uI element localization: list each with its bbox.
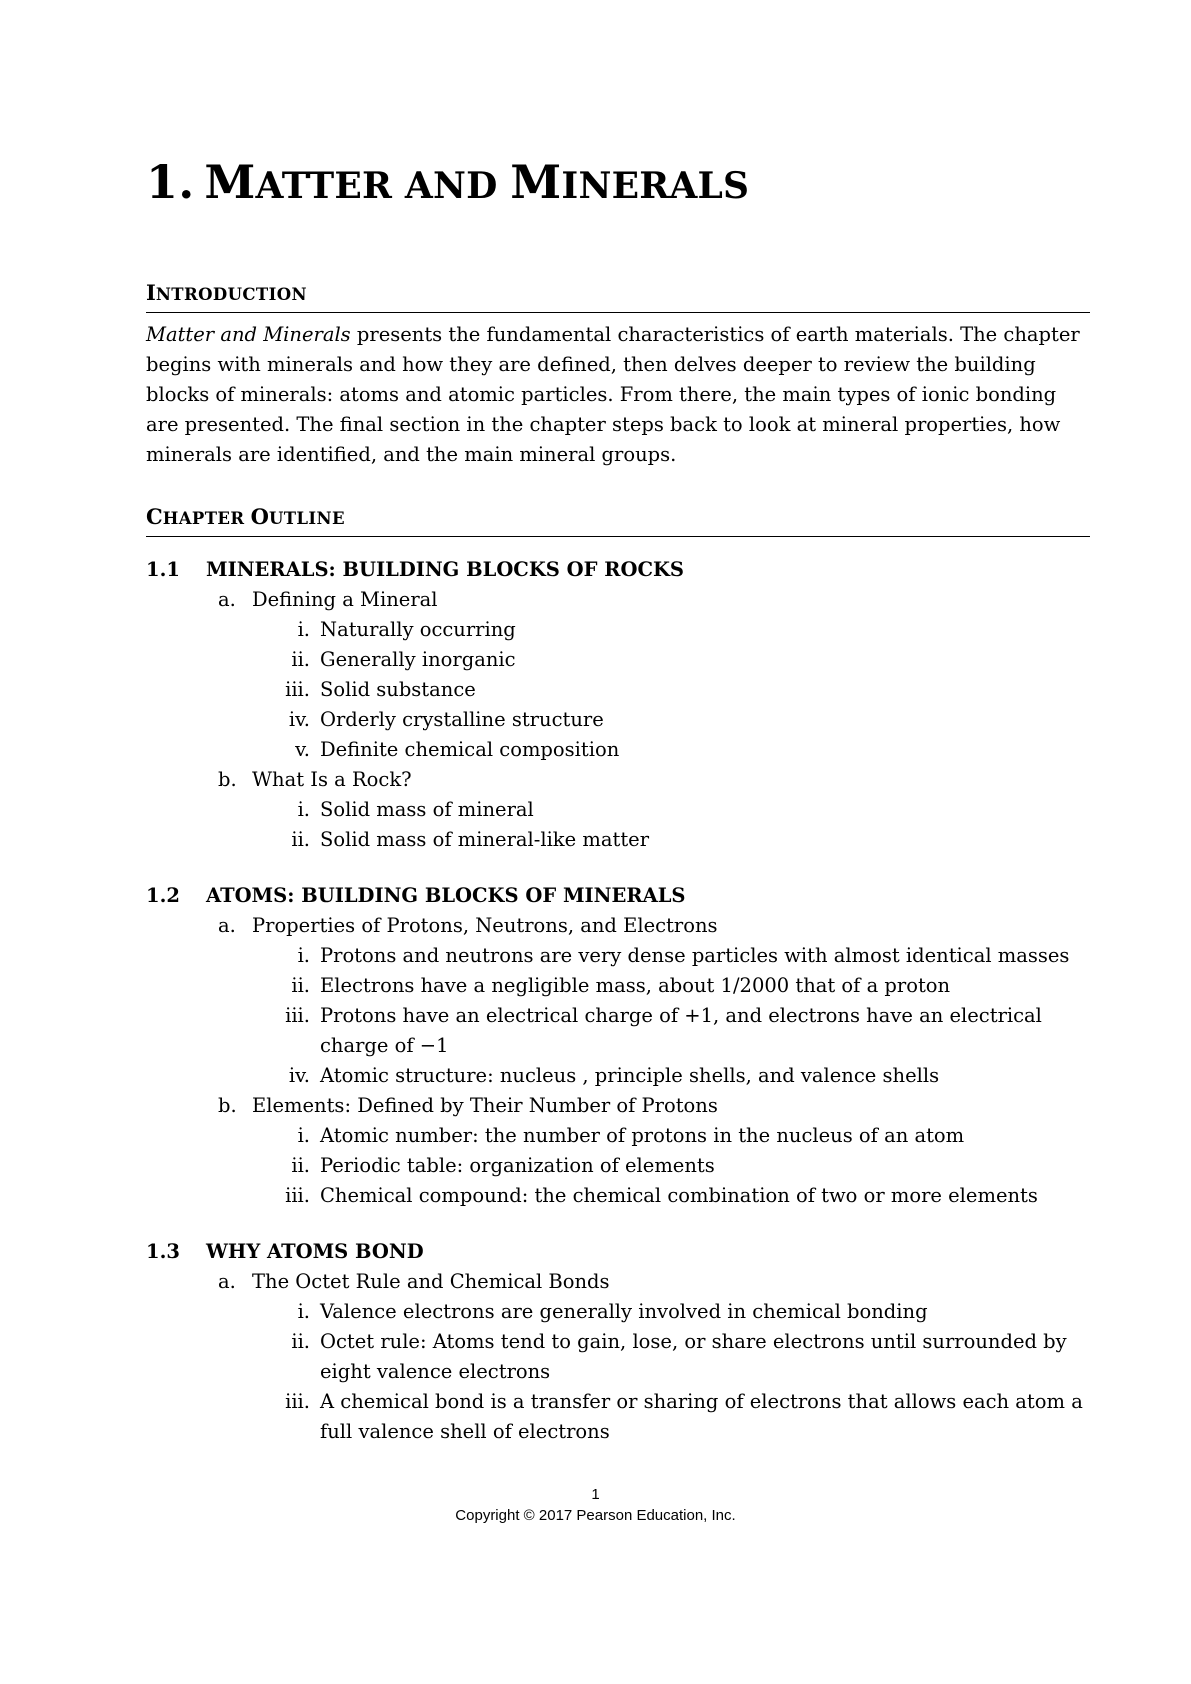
copyright-notice: Copyright © 2017 Pearson Education, Inc.: [455, 1507, 736, 1524]
item-text: Atomic structure: nucleus , principle shells, and valence shells: [320, 1064, 940, 1087]
item-marker: ii.: [291, 1330, 310, 1353]
page-footer: [0, 1484, 1191, 1526]
item-marker: ii.: [291, 648, 310, 671]
item-text: Atomic number: the number of protons in the nucleus of an atom: [320, 1124, 965, 1147]
item-text: Solid substance: [320, 678, 476, 701]
item-marker: iii.: [285, 1004, 310, 1027]
subsection-title: What Is a Rock?: [252, 768, 412, 791]
item-text: Definite chemical composition: [320, 738, 620, 761]
outline-subsection: [218, 585, 1090, 615]
outline-item: [286, 1121, 1090, 1151]
item-marker: i.: [297, 618, 310, 641]
item-marker: iii.: [285, 1390, 310, 1413]
section-number: 1.3: [146, 1240, 180, 1263]
chapter-outline-heading: CHAPTER OUTLINE: [146, 504, 1090, 537]
item-text: Valence electrons are generally involved in chemical bonding: [320, 1300, 928, 1323]
outline-item: [286, 675, 1090, 705]
outline-item: [286, 1181, 1090, 1211]
outline-section-heading: [146, 1237, 1090, 1267]
item-text: Periodic table: organization of elements: [320, 1154, 715, 1177]
item-text: Naturally occurring: [320, 618, 516, 641]
subsection-marker: b.: [218, 1094, 237, 1117]
outline-section: [146, 881, 1090, 1211]
subsection-marker: a.: [218, 588, 236, 611]
item-text: Chemical compound: the chemical combination of two or more elements: [320, 1184, 1038, 1207]
outline-subsection: [218, 911, 1090, 941]
outline-item: [286, 1327, 1090, 1387]
section-number: 1.2: [146, 884, 180, 907]
outline-item: [286, 941, 1090, 971]
outline-subsection: [218, 765, 1090, 795]
item-text: Generally inorganic: [320, 648, 516, 671]
item-marker: i.: [297, 944, 310, 967]
outline-section-heading: [146, 555, 1090, 585]
outline-item: [286, 645, 1090, 675]
item-text: Solid mass of mineral: [320, 798, 534, 821]
chapter-title: 1. MATTER AND MINERALS: [146, 155, 750, 209]
outline-subsection: [218, 1091, 1090, 1121]
item-marker: v.: [295, 738, 310, 761]
section-title: ATOMS: BUILDING BLOCKS OF MINERALS: [206, 884, 686, 907]
item-text: Solid mass of mineral-like matter: [320, 828, 650, 851]
item-marker: iii.: [285, 1184, 310, 1207]
outline-subsection: [218, 1267, 1090, 1297]
intro-body: presents the fundamental characteristics of earth materials. The chapter begins with minerals and how they are defined, then delves deeper to review the building blocks of minerals: atoms and atomic particles. From there, the main types of ionic bonding are presented. The final section in the chapter steps back to look at mineral properties, how minerals are identified, and the main mineral groups.: [146, 323, 1080, 466]
outline-section: [146, 1237, 1090, 1447]
intro-italic-lead: Matter and Minerals: [146, 323, 351, 346]
outline-item: [286, 795, 1090, 825]
outline-item: [286, 1001, 1090, 1061]
item-text: Protons have an electrical charge of +1, and electrons have an electrical charge of −1: [320, 1004, 1042, 1057]
outline-item: [286, 735, 1090, 765]
outline-item: [286, 971, 1090, 1001]
outline-section-heading: [146, 881, 1090, 911]
subsection-marker: b.: [218, 768, 237, 791]
chapter-outline: [146, 555, 1090, 1447]
section-title: MINERALS: BUILDING BLOCKS OF ROCKS: [206, 558, 685, 581]
item-marker: i.: [297, 798, 310, 821]
item-marker: iv.: [288, 708, 310, 731]
item-text: Octet rule: Atoms tend to gain, lose, or share electrons until surrounded by eight valence electrons: [320, 1330, 1067, 1383]
outline-item: [286, 1151, 1090, 1181]
introduction-paragraph: [146, 320, 1090, 470]
item-marker: iv.: [288, 1064, 310, 1087]
subsection-title: Elements: Defined by Their Number of Protons: [252, 1094, 718, 1117]
outline-item: [286, 615, 1090, 645]
item-text: A chemical bond is a transfer or sharing of electrons that allows each atom a full valence shell of electrons: [320, 1390, 1083, 1443]
outline-item: [286, 1297, 1090, 1327]
item-marker: i.: [297, 1300, 310, 1323]
outline-item: [286, 705, 1090, 735]
outline-item: [286, 1061, 1090, 1091]
page-number: 1: [591, 1486, 600, 1503]
item-marker: i.: [297, 1124, 310, 1147]
item-text: Orderly crystalline structure: [320, 708, 604, 731]
item-marker: iii.: [285, 678, 310, 701]
subsection-title: The Octet Rule and Chemical Bonds: [252, 1270, 610, 1293]
introduction-heading: INTRODUCTION: [146, 280, 1090, 313]
section-number: 1.1: [146, 558, 180, 581]
outline-item: [286, 825, 1090, 855]
subsection-marker: a.: [218, 1270, 236, 1293]
document-page: [146, 155, 1090, 1447]
chapter-number: 1.: [146, 155, 195, 209]
subsection-title: Properties of Protons, Neutrons, and Electrons: [252, 914, 718, 937]
item-marker: ii.: [291, 1154, 310, 1177]
item-text: Protons and neutrons are very dense particles with almost identical masses: [320, 944, 1070, 967]
item-marker: ii.: [291, 974, 310, 997]
subsection-title: Defining a Mineral: [252, 588, 438, 611]
subsection-marker: a.: [218, 914, 236, 937]
outline-item: [286, 1387, 1090, 1447]
section-title: WHY ATOMS BOND: [206, 1240, 424, 1263]
item-marker: ii.: [291, 828, 310, 851]
item-text: Electrons have a negligible mass, about 1/2000 that of a proton: [320, 974, 951, 997]
outline-section: [146, 555, 1090, 855]
